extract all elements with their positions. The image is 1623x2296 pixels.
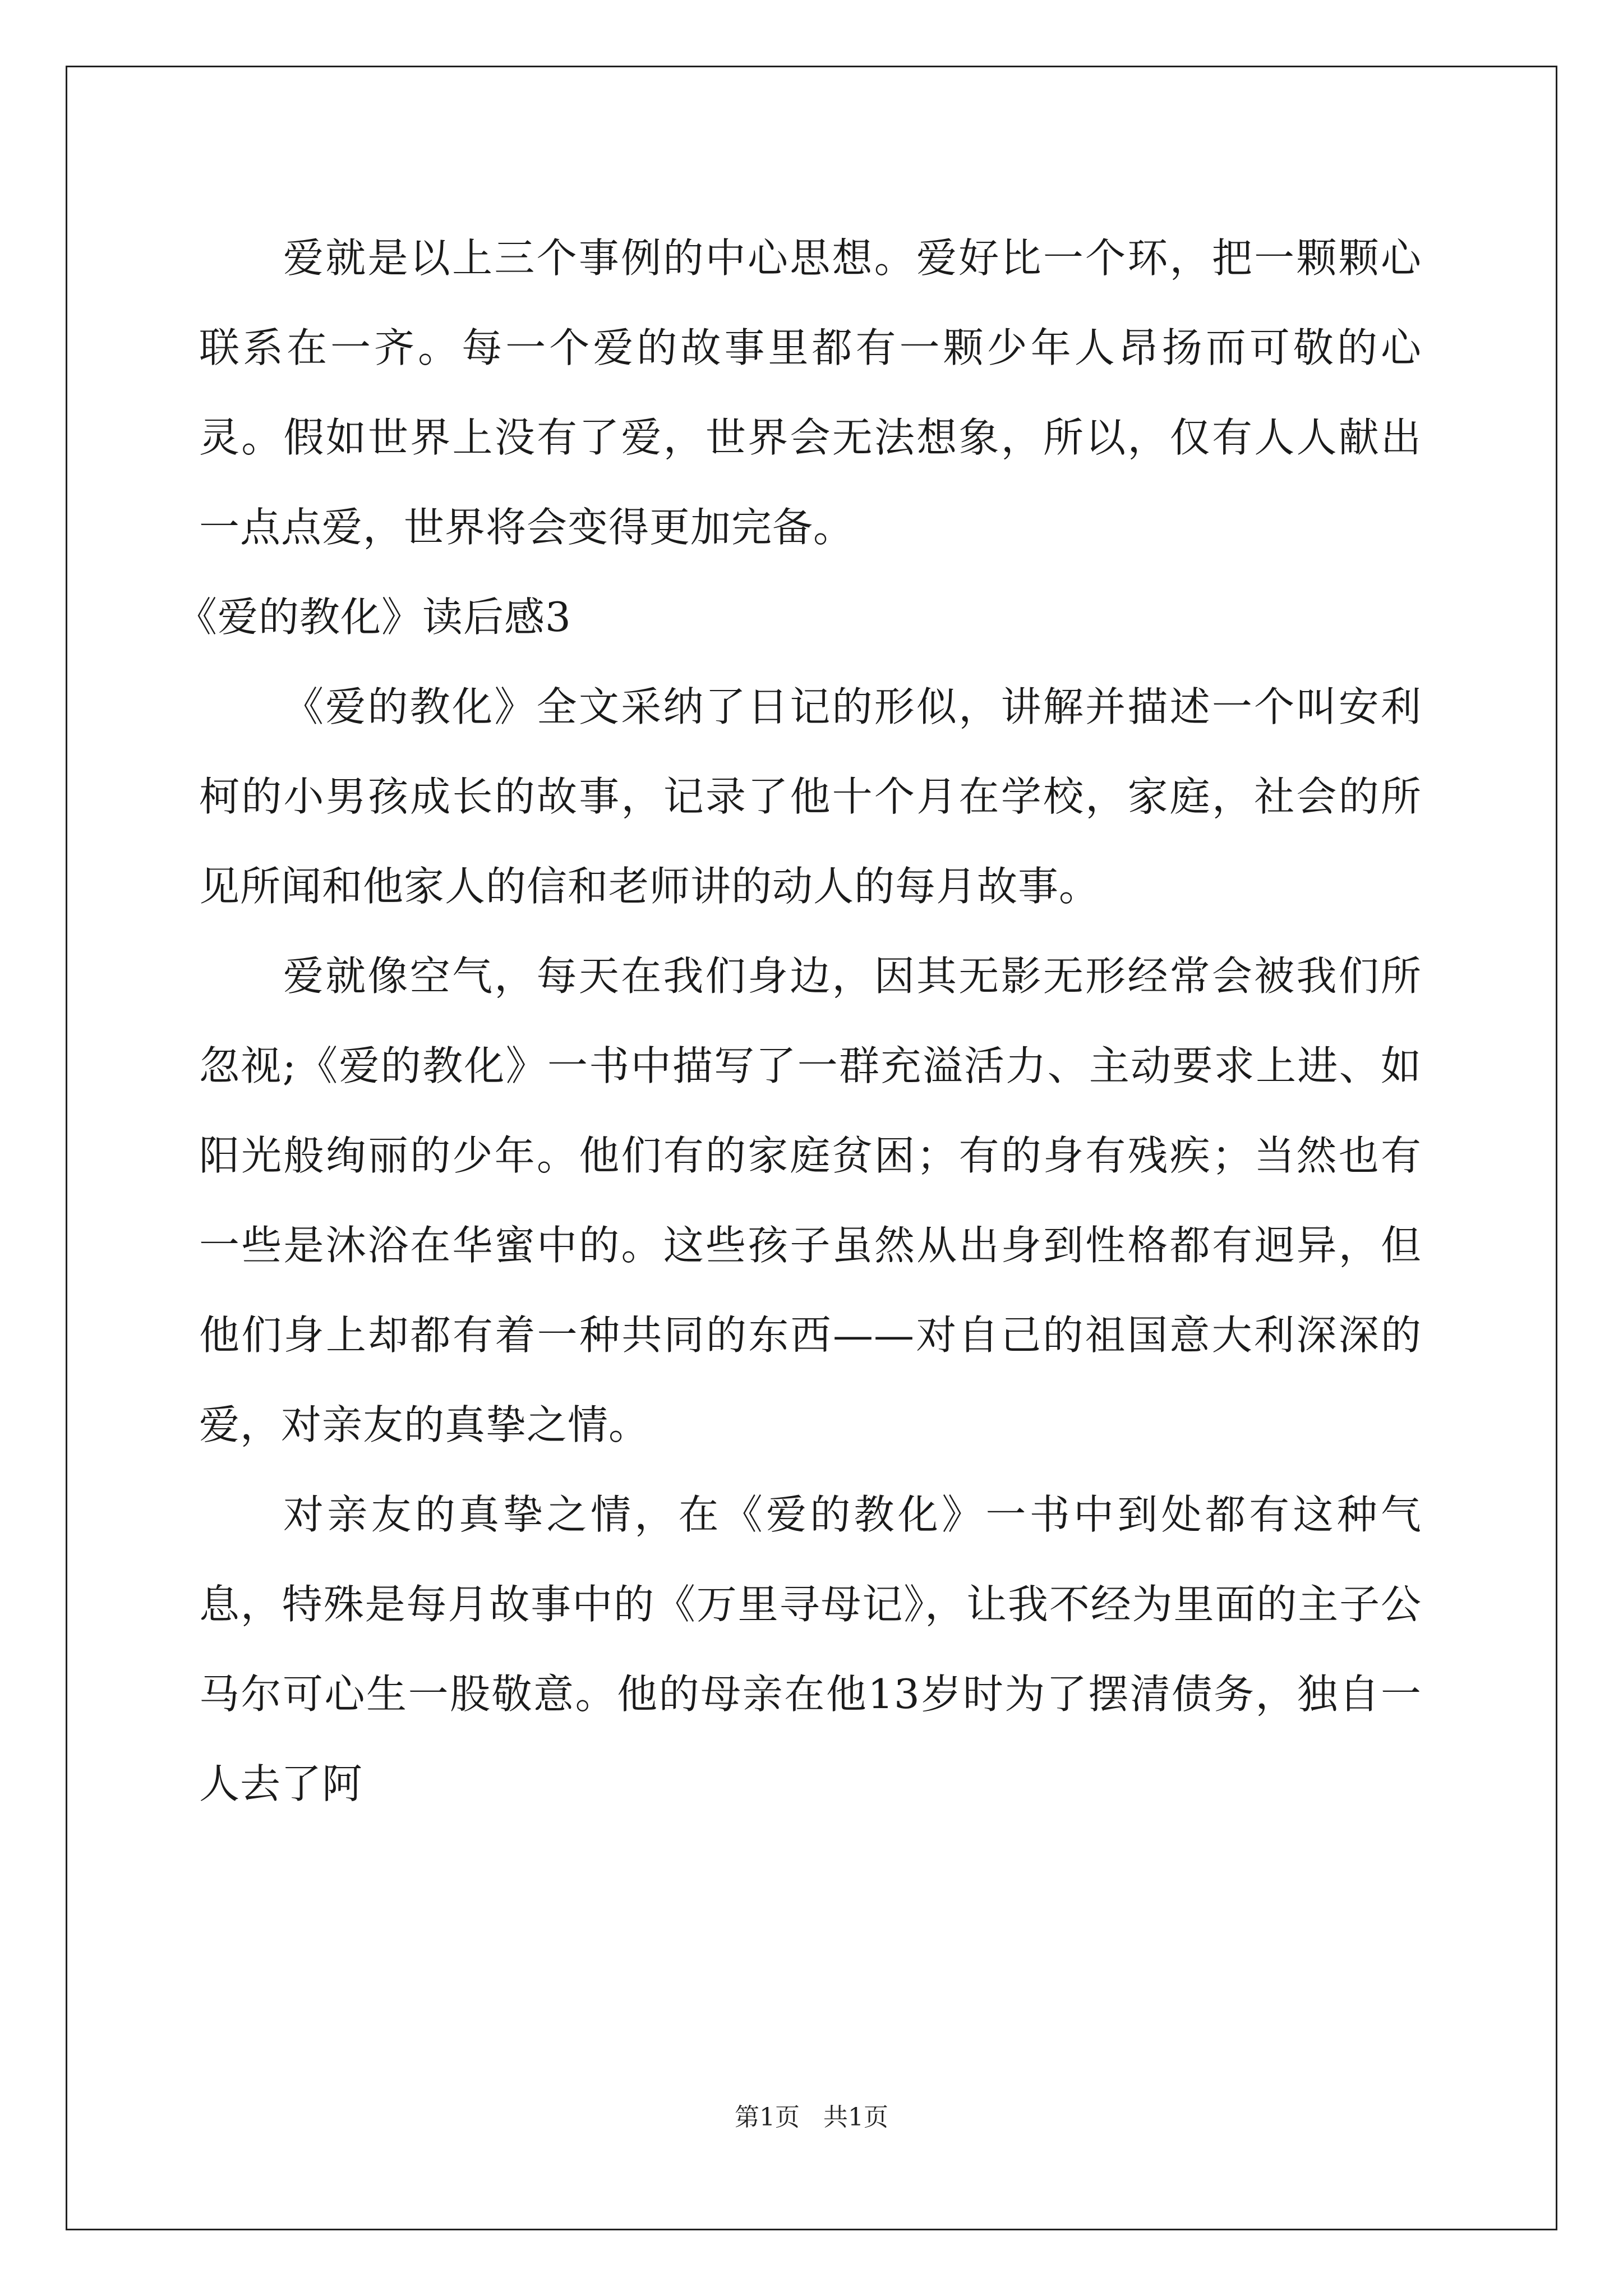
paragraph-2: 《爱的教化》全文采纳了日记的形似，讲解并描述一个叫安利柯的小男孩成长的故事，记录了他十个月在学校，家庭，社会的所见所闻和他家人的信和老师讲的动人的每月故事。	[199, 683, 1422, 910]
section-heading: 《爱的教化》读后感3	[177, 593, 571, 641]
page-number: 第1页	[735, 2103, 800, 2132]
page-footer	[0, 2097, 1623, 2133]
document-body	[177, 213, 1422, 1829]
paragraph-3: 爱就像空气，每天在我们身边，因其无影无形经常会被我们所忽视;《爱的教化》一书中描写了一群充溢活力、主动要求上进、如阳光般绚丽的少年。他们有的家庭贫困；有的身有残疾；当然也有一些是沐浴在华蜜中的。这些孩子虽然从出身到性格都有迥异，但他们身上却都有着一种共同的东西——对自己的祖国意大利深深的爱，对亲友的真挚之情。	[199, 953, 1422, 1448]
paragraph-4: 对亲友的真挚之情，在《爱的教化》一书中到处都有这种气息，特殊是每月故事中的《万里寻母记》，让我不经为里面的主子公马尔可心生一股敬意。他的母亲在他13岁时为了摆清债务，独自一人去了阿	[199, 1491, 1422, 1807]
page-total: 共1页	[823, 2103, 888, 2132]
paragraph-1: 爱就是以上三个事例的中心思想。爱好比一个环，把一颗颗心联系在一齐。每一个爱的故事里都有一颗少年人昂扬而可敬的心灵。假如世界上没有了爱，世界会无法想象，所以，仅有人人献出一点点爱，世界将会变得更加完备。	[199, 234, 1422, 551]
